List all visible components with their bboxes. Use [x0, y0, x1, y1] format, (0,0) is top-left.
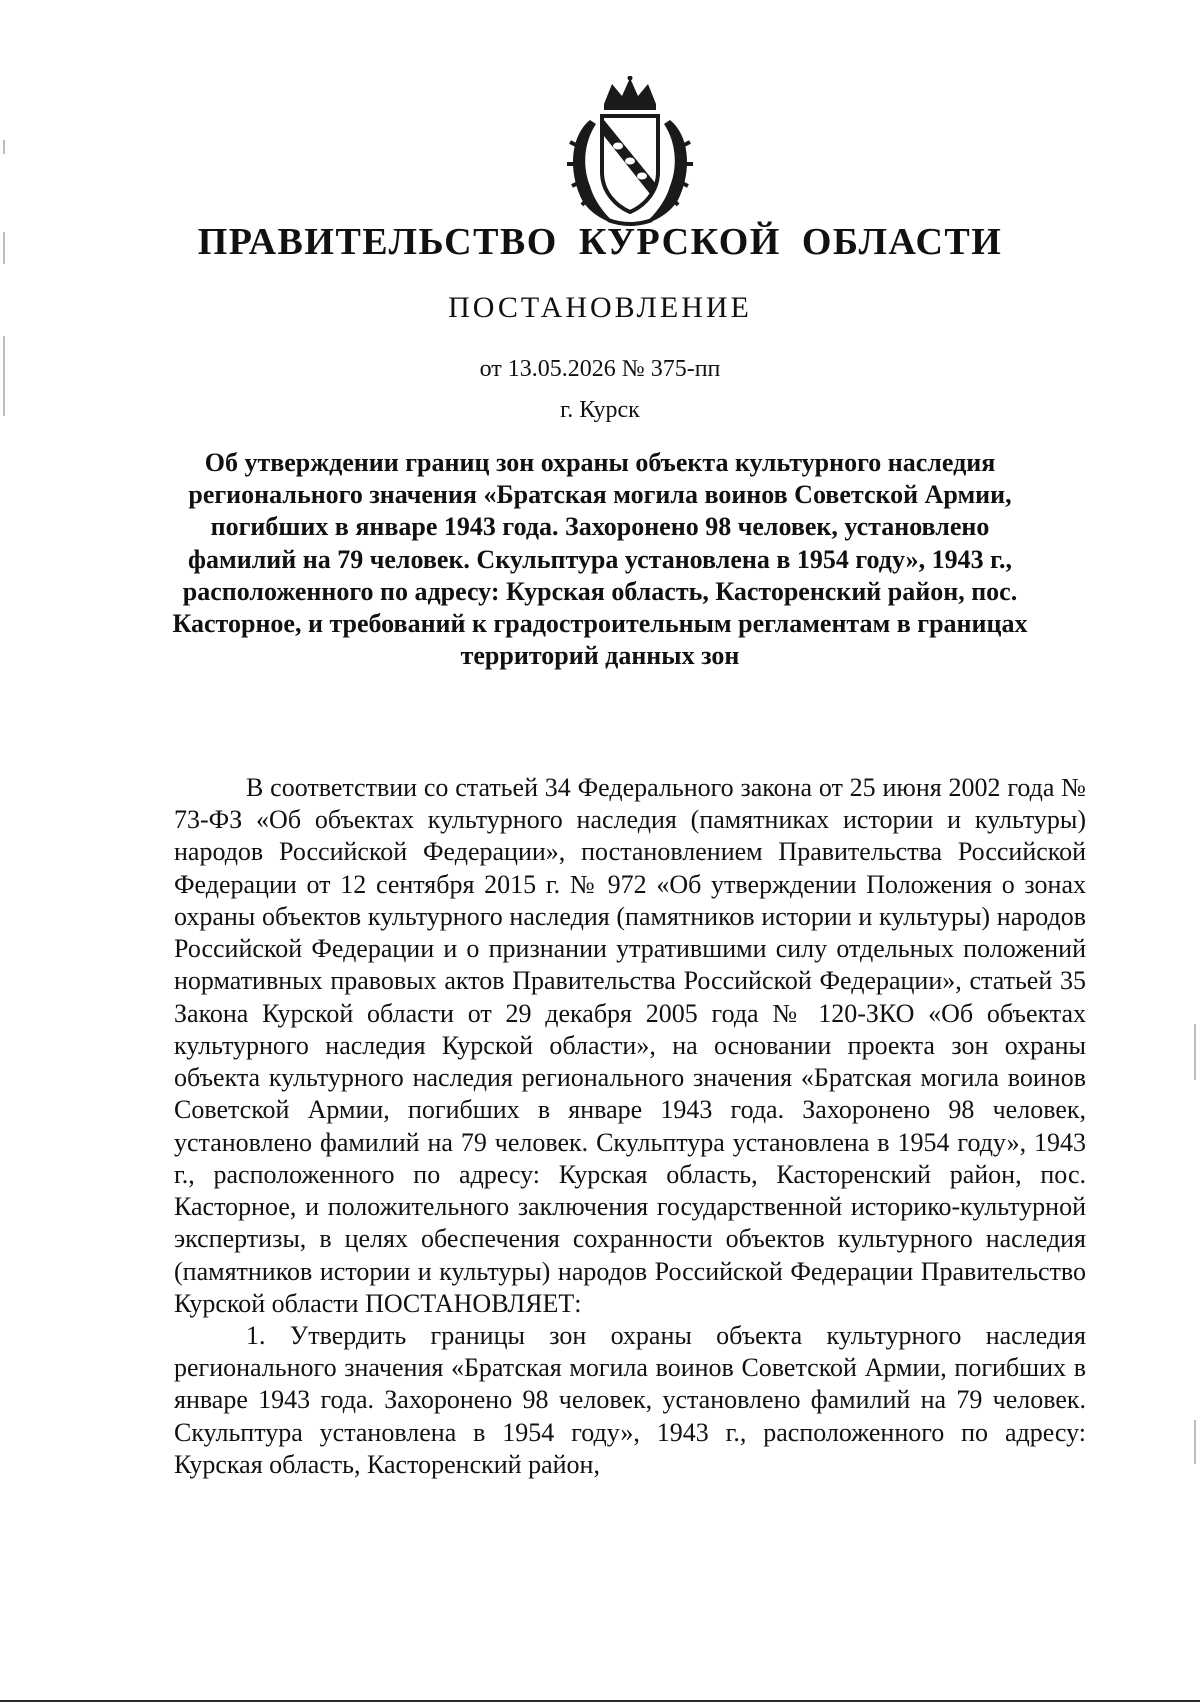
- document-city: г. Курск: [560, 397, 640, 423]
- scan-bottom-edge: [0, 1700, 1200, 1702]
- preamble-paragraph: В соответствии со статьей 34 Федерального закона от 25 июня 2002 года № 73-ФЗ «Об объектах культурного наследия (памятниках истории и культуры) народов Российской Федерации», постановлением Правительства Российской Федерации от 12 сентября 2015 г. № 972 «Об утверждении Положения о зонах охраны объектов культурного наследия (памятников истории и культуры) народов Российской Федерации и о признании утратившими силу отдельных положений нормативных правовых актов Правительства Российской Федерации», статьей 35 Закона Курской области от 29 декабря 2005 года № 120-ЗКО «Об объектах культурного наследия Курской области», на основании проекта зон охраны объекта культурного наследия регионального значения «Братская могила воинов Советской Армии, погибших в январе 1943 года. Захоронено 98 человек, установлено фамилий на 79 человек. Скульптура установлена в 1954 году», 1943 г., расположенного по адресу: Курская область, Касторенский район, пос. Касторное, и положительного заключения государственной историко-культурной экспертизы, в целях обеспечения сохранности объектов культурного наследия (памятников истории и культуры) народов Российской Федерации Правительство Курской области ПОСТАНОВЛЯЕТ:: [174, 773, 1086, 1318]
- document-subject: Об утверждении границ зон охраны объекта культурного наследия регионального значения «Братская могила воинов Советской Армии, погибших в январе 1943 года. Захоронено 98 человек, установлено фамилий на 79 человек. Скульптура установлена в 1954 году», 1943 г., расположенного по адресу: Курская область, Касторенский район, пос. Касторное, и требований к градостроительным регламентам в границах территорий данных зон: [172, 448, 1028, 671]
- document-type: ПОСТАНОВЛЕНИЕ: [448, 291, 752, 324]
- kursk-oblast-coat-of-arms-icon: [560, 76, 700, 228]
- scan-edge-mark: [1194, 1420, 1196, 1464]
- document-number-date: от 13.05.2026 № 375-пп: [479, 356, 721, 382]
- scan-edge-mark: [1194, 1024, 1196, 1080]
- document-body: [174, 772, 1086, 1481]
- item-1-paragraph: 1. Утвердить границы зон охраны объекта культурного наследия регионального значения «Братская могила воинов Советской Армии, погибших в январе 1943 года. Захоронено 98 человек, установлено фамилий на 79 человек. Скульптура установлена в 1954 году», 1943 г., расположенного по адресу: Курская область, Касторенский район,: [174, 1320, 1086, 1479]
- scan-edge-mark: [3, 140, 5, 154]
- scan-edge-mark: [3, 232, 5, 264]
- organization-title: ПРАВИТЕЛЬСТВО КУРСКОЙ ОБЛАСТИ: [197, 221, 1003, 263]
- scan-edge-mark: [3, 336, 5, 416]
